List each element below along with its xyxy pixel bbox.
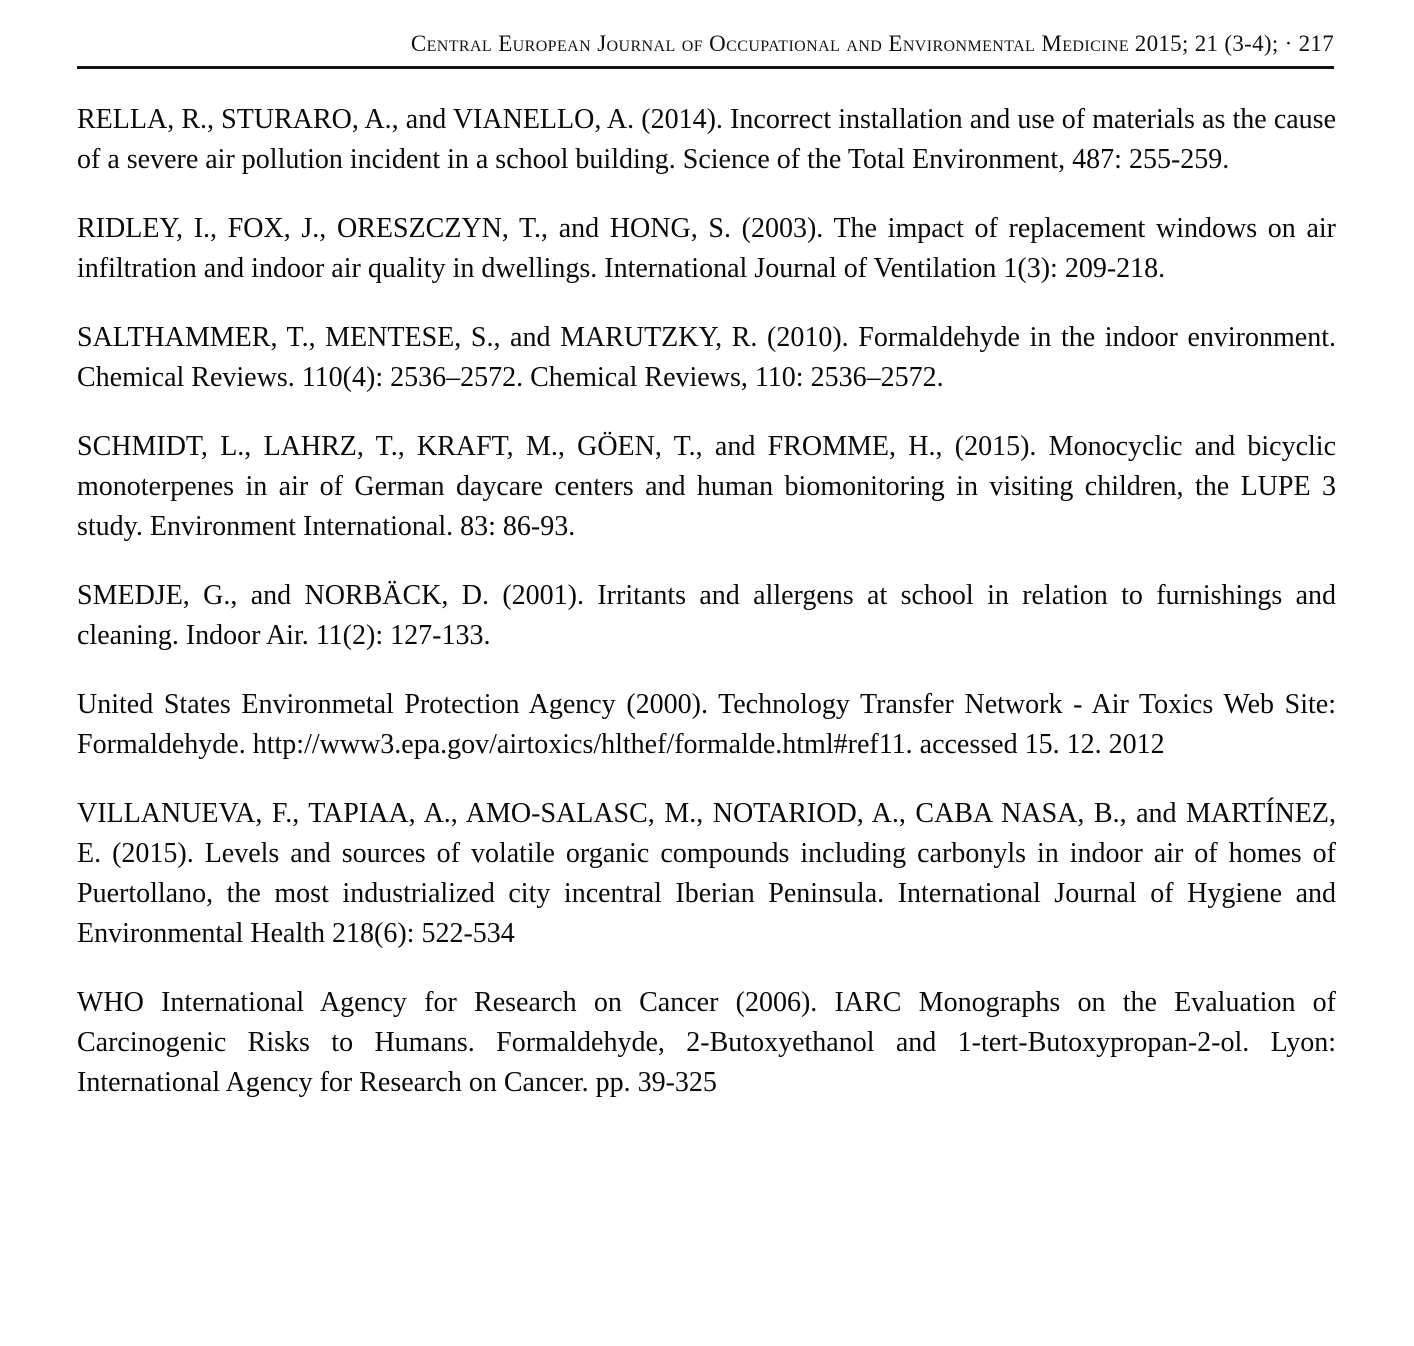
reference-entry: United States Environmetal Protection Agency (2000). Technology Transfer Network - Air Toxics Web Site: Formaldehyde. http://www3.epa.gov/airtoxics/hlthef/formalde.html#ref11. accessed 15. 12. 2012	[77, 689, 1336, 760]
references-list	[0, 69, 1414, 1103]
running-header	[0, 0, 1414, 57]
reference-entry: WHO International Agency for Research on Cancer (2006). IARC Monographs on the Evaluation of Carcinogenic Risks to Humans. Formaldehyde, 2-Butoxyethanol and 1-tert-Butoxypropan-2-ol. Lyon: International Agency for Research on Cancer. pp. 39-325	[77, 987, 1336, 1098]
journal-title: Central European Journal of Occupational and Environmental Medicine	[410, 31, 1130, 56]
reference-entry: RELLA, R., STURARO, A., and VIANELLO, A. (2014). Incorrect installation and use of materials as the cause of a severe air pollution incident in a school building. Science of the Total Environment, 487: 255-259.	[77, 104, 1336, 175]
reference-entry: SALTHAMMER, T., MENTESE, S., and MARUTZKY, R. (2010). Formaldehyde in the indoor environment. Chemical Reviews. 110(4): 2536–2572. Chemical Reviews, 110: 2536–2572.	[77, 322, 1336, 393]
reference-entry: SCHMIDT, L., LAHRZ, T., KRAFT, M., GÖEN, T., and FROMME, H., (2015). Monocyclic and bicyclic monoterpenes in air of German daycare centers and human biomonitoring in visiting children, the LUPE 3 study. Environment International. 83: 86-93.	[77, 431, 1336, 542]
reference-entry: SMEDJE, G., and NORBÄCK, D. (2001). Irritants and allergens at school in relation to furnishings and cleaning. Indoor Air. 11(2): 127-133.	[77, 580, 1336, 651]
running-header-line	[411, 31, 1334, 56]
issue-info: 2015; 21 (3-4); · 217	[1134, 31, 1334, 56]
reference-entry: RIDLEY, I., FOX, J., ORESZCZYN, T., and HONG, S. (2003). The impact of replacement windows on air infiltration and indoor air quality in dwellings. International Journal of Ventilation 1(3): 209-218.	[77, 213, 1336, 284]
reference-entry: VILLANUEVA, F., TAPIAA, A., AMO-SALASC, M., NOTARIOD, A., CABA NASA, B., and MARTÍNEZ, E. (2015). Levels and sources of volatile organic compounds including carbonyls in indoor air of homes of Puertollano, the most industrialized city incentral Iberian Peninsula. International Journal of Hygiene and Environmental Health 218(6): 522-534	[77, 798, 1336, 949]
